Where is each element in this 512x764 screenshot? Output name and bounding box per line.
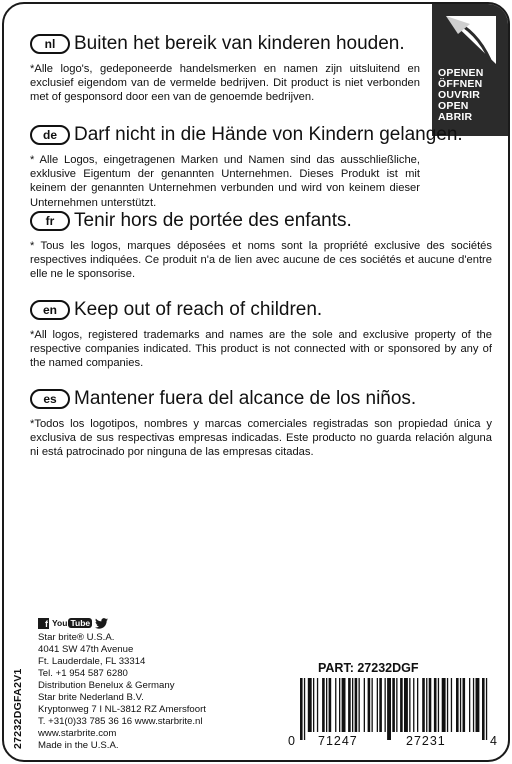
open-instructions — [438, 68, 508, 123]
youtube-icon[interactable] — [52, 618, 92, 629]
peel-corner-icon — [442, 12, 500, 68]
trademark-notice: * Tous les logos, marques déposées et noms sont la propriété exclusive des sociétés respectives indiquées. Ce produit n'a de lien avec aucune de ces sociétés et aucune d'entre elle ne le sponsorise. — [30, 240, 492, 281]
language-badge: nl — [30, 34, 70, 54]
language-badge: de — [30, 125, 70, 145]
barcode-right-group: 27231 — [406, 734, 446, 748]
barcode-last-digit: 4 — [490, 734, 498, 748]
distributor-phone: T. +31(0)33 785 36 16 www.starbrite.nl — [38, 716, 203, 727]
open-line: ABRIR — [438, 111, 473, 123]
open-line: OPENEN — [438, 67, 484, 79]
language-badge: es — [30, 389, 70, 409]
company-name: Star brite® U.S.A. — [38, 632, 115, 643]
website-link[interactable]: www.starbrite.com — [38, 728, 117, 739]
child-warning: Mantener fuera del alcance de los niños. — [74, 388, 417, 409]
child-warning: Tenir hors de portée des enfants. — [74, 210, 352, 231]
barcode-left-group: 71247 — [318, 734, 358, 748]
language-badge: en — [30, 300, 70, 320]
trademark-notice: * Alle Logos, eingetragenen Marken und Namen sind das ausschließliche, exklusive Eigentum der genannten Unternehmen. Dieses Produkt ist mit keinem der genannten Unternehmen verbunden und wird von keinem dieser Unternehmen unterstützt. — [30, 154, 420, 209]
open-tab[interactable] — [432, 2, 510, 136]
distributor-street: Kryptonweg 7 I NL-3812 RZ Amersfoort — [38, 704, 206, 715]
made-in-label: Made in the U.S.A. — [38, 740, 119, 751]
packaging-card-back — [2, 2, 510, 762]
child-warning: Buiten het bereik van kinderen houden. — [74, 33, 405, 54]
language-badge: fr — [30, 211, 70, 231]
company-street: 4041 SW 47th Avenue — [38, 644, 134, 655]
child-warning: Keep out of reach of children. — [74, 299, 323, 320]
open-line: ÖFFNEN — [438, 78, 483, 90]
open-line: OUVRIR — [438, 89, 481, 101]
trademark-notice: *All logos, registered trademarks and names are the sole and exclusive property of the respective companies indicated. This product is not connected with or sponsored by any of the named companies. — [30, 329, 492, 370]
company-city: Ft. Lauderdale, FL 33314 — [38, 656, 146, 667]
upc-barcode — [288, 678, 500, 754]
section-es — [30, 387, 492, 460]
distribution-label: Distribution Benelux & Germany — [38, 680, 175, 691]
section-de — [30, 123, 463, 210]
youtube-you: You — [52, 618, 68, 628]
product-code-vertical: 27232DGFA2V1 — [12, 668, 24, 749]
twitter-icon[interactable] — [95, 618, 108, 629]
section-fr — [30, 209, 492, 282]
company-info — [38, 617, 268, 752]
barcode-first-digit: 0 — [288, 734, 296, 748]
part-number: PART: 27232DGF — [318, 661, 419, 675]
company-phone: Tel. +1 954 587 6280 — [38, 668, 128, 679]
trademark-notice: *Todos los logotipos, nombres y marcas comerciales registradas son propiedad única y exclusiva de sus respectivas empresas indicadas. Este producto no guarda relación alguna ni está patrocinado por ninguna de las empresas citadas. — [30, 418, 492, 459]
child-warning: Darf nicht in die Hände von Kindern gelangen. — [74, 124, 463, 145]
youtube-tube: Tube — [70, 618, 91, 628]
section-nl — [30, 32, 420, 105]
distributor-name: Star brite Nederland B.V. — [38, 692, 144, 703]
section-en — [30, 298, 492, 371]
facebook-icon[interactable]: f — [38, 618, 49, 629]
social-icons — [38, 617, 268, 629]
open-line: OPEN — [438, 100, 469, 112]
trademark-notice: *Alle logo's, gedeponeerde handelsmerken en namen zijn uitsluitend en exclusief eigendom van de vermelde bedrijven. Dit product is niet verbonden met of gesponsord door een van de genoemde bedrijven. — [30, 63, 420, 104]
